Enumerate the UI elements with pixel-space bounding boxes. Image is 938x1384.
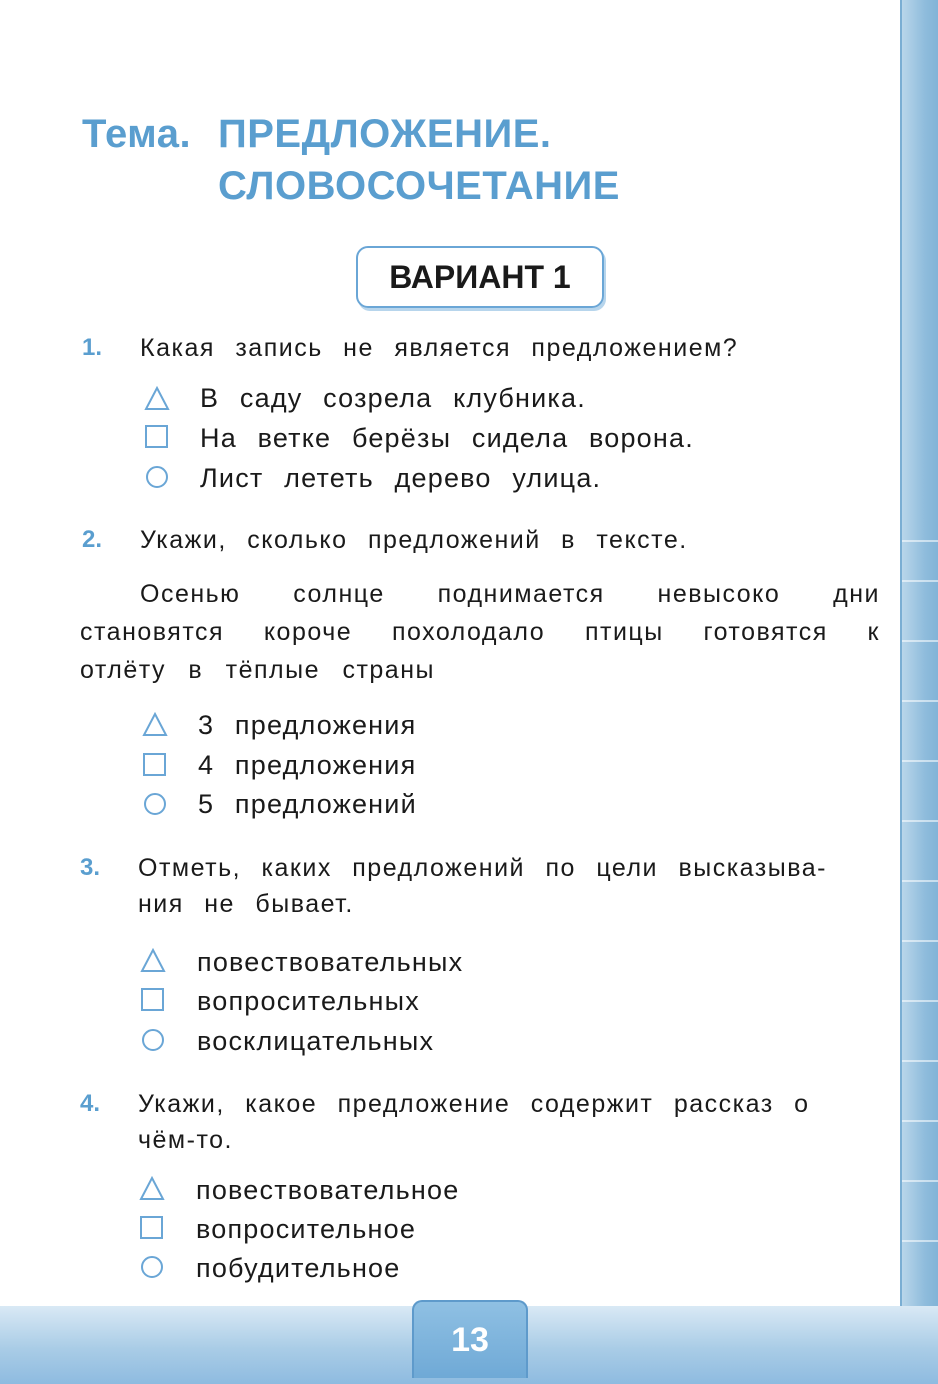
triangle-icon[interactable] [140,948,166,974]
question-2-passage: Осенью солнце поднимается невысоко дни становятся короче похолодало птицы готовятся к отлёту в тёплые страны [80,580,880,684]
question-2-text: Укажи, сколько предложений в тексте. [140,526,688,554]
question-2-option-b: 4 предложения [198,750,417,780]
question-4-option-c: побудительное [196,1253,401,1283]
square-icon[interactable] [140,987,166,1013]
question-3-text-line1: Отметь, каких предложений по цели высказыва- [138,854,827,882]
circle-icon[interactable] [139,1254,165,1280]
question-2-number: 2. [82,526,103,553]
right-decorative-band [900,0,938,1384]
question-4-text-line2: чём-то. [138,1126,233,1154]
question-4-option-a: повествовательное [196,1175,460,1205]
question-3-option-b: вопросительных [197,986,420,1016]
square-icon[interactable] [144,424,170,450]
circle-icon[interactable] [140,1027,166,1053]
topic-label: Тема. [82,112,192,156]
question-1-option-c: Лист лететь дерево улица. [200,463,602,493]
page-number: 13 [451,1320,489,1359]
question-4-option-b: вопросительное [196,1214,417,1244]
topic-title-line2: СЛОВОСОЧЕТАНИЕ [218,164,620,208]
question-2-option-a: 3 предложения [198,710,417,740]
question-4-text-line1: Укажи, какое предложение содержит рассказ о [138,1090,810,1118]
question-4-number: 4. [80,1090,101,1117]
question-2-option-c: 5 предложений [198,789,417,819]
question-3-number: 3. [80,854,101,881]
question-1-option-b: На ветке берёзы сидела ворона. [200,423,694,453]
square-icon[interactable] [142,752,168,778]
variant-label: ВАРИАНТ 1 [389,258,571,295]
question-1-number: 1. [82,334,103,361]
question-3-option-c: восклицательных [197,1026,435,1056]
question-1-text: Какая запись не является предложением? [140,334,739,362]
page-number-tab [412,1300,528,1378]
variant-heading [356,246,604,308]
circle-icon[interactable] [144,464,170,490]
triangle-icon[interactable] [144,386,170,412]
triangle-icon[interactable] [139,1176,165,1202]
triangle-icon[interactable] [142,712,168,738]
question-3-text-line2: ния не бывает. [138,890,354,918]
circle-icon[interactable] [142,791,168,817]
question-3-option-a: повествовательных [197,947,464,977]
square-icon[interactable] [139,1215,165,1241]
topic-title-line1: ПРЕДЛОЖЕНИЕ. [218,112,552,156]
question-1-option-a: В саду созрела клубника. [200,383,586,413]
